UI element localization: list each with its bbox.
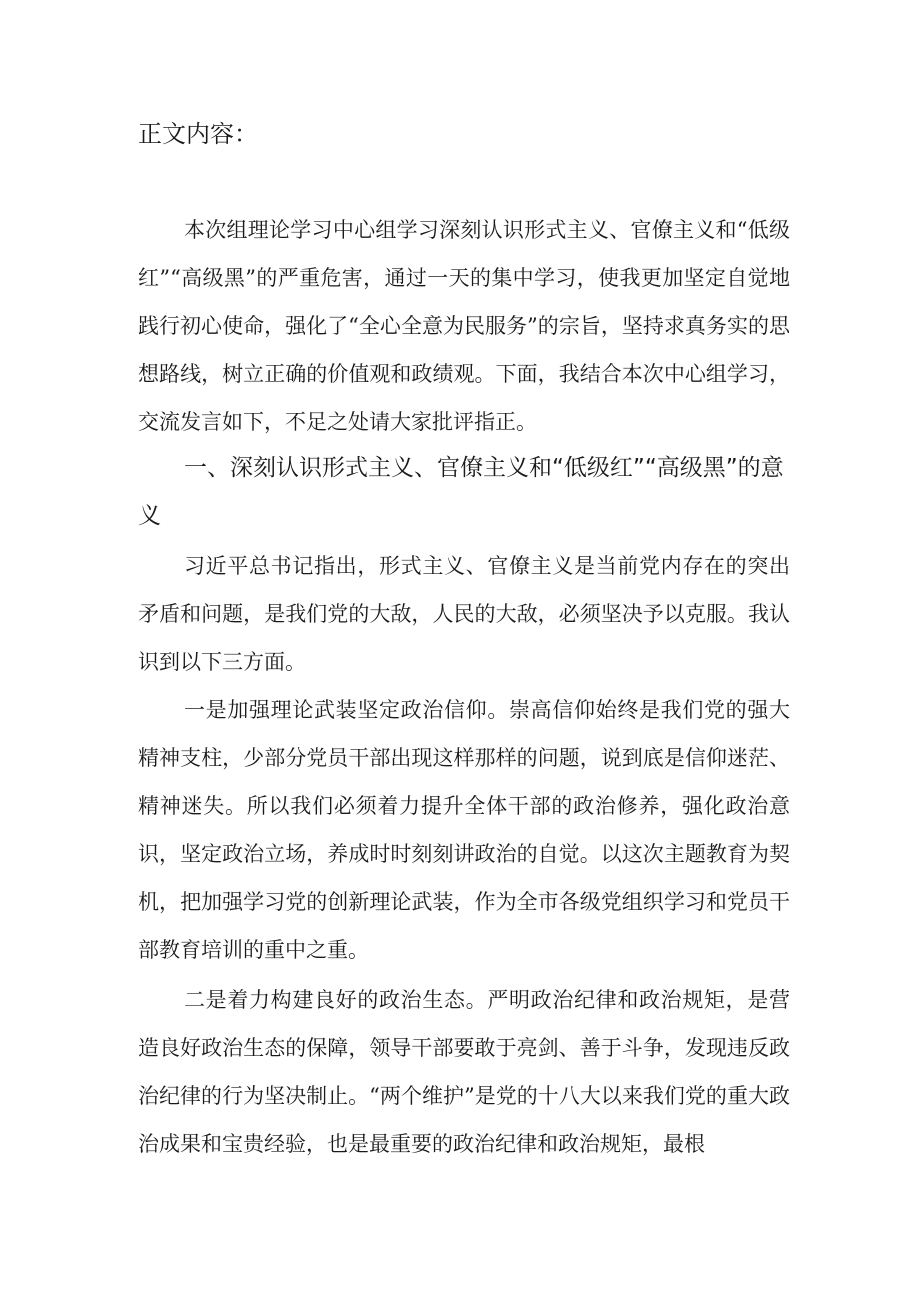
content-label: 正文内容： xyxy=(138,120,258,148)
intro-paragraph: 本次组理论学习中心组学习深刻认识形式主义、官僚主义和“低级红”“高级黑”的严重危害，通过一天的集中学习，使我更加坚定自觉地践行初心使命，强化了“全心全意为民服务”的宗旨，坚持求真务实的思想路线，树立正确的价值观和政绩观。下面，我结合本次中心组学习，交流发言如下，不足之处请大家批评指正。 xyxy=(138,218,790,434)
paragraph-point-one: 一是加强理论武装坚定政治信仰。崇高信仰始终是我们党的强大精神支柱，少部分党员干部出现这样那样的问题，说到底是信仰迷茫、精神迷失。所以我们必须着力提升全体干部的政治修养，强化政治意识，坚定政治立场，养成时时刻刻讲政治的自觉。以这次主题教育为契机，把加强学习党的创新理论武装，作为全市各级党组织学习和党员干部教育培训的重中之重。 xyxy=(138,698,790,962)
paragraph-point-two: 二是着力构建良好的政治生态。严明政治纪律和政治规矩，是营造良好政治生态的保障，领导干部要敢于亮剑、善于斗争，发现违反政治纪律的行为坚决制止。“两个维护”是党的十八大以来我们党的重大政治成果和宝贵经验，也是最重要的政治纪律和政治规矩，最根 xyxy=(138,988,790,1156)
section-heading: 一、深刻认识形式主义、官僚主义和“低级红”“高级黑”的意义 xyxy=(138,455,784,529)
paragraph-quote: 习近平总书记指出，形式主义、官僚主义是当前党内存在的突出矛盾和问题，是我们党的大敌，人民的大敌，必须坚决予以克服。我认识到以下三方面。 xyxy=(138,554,790,674)
